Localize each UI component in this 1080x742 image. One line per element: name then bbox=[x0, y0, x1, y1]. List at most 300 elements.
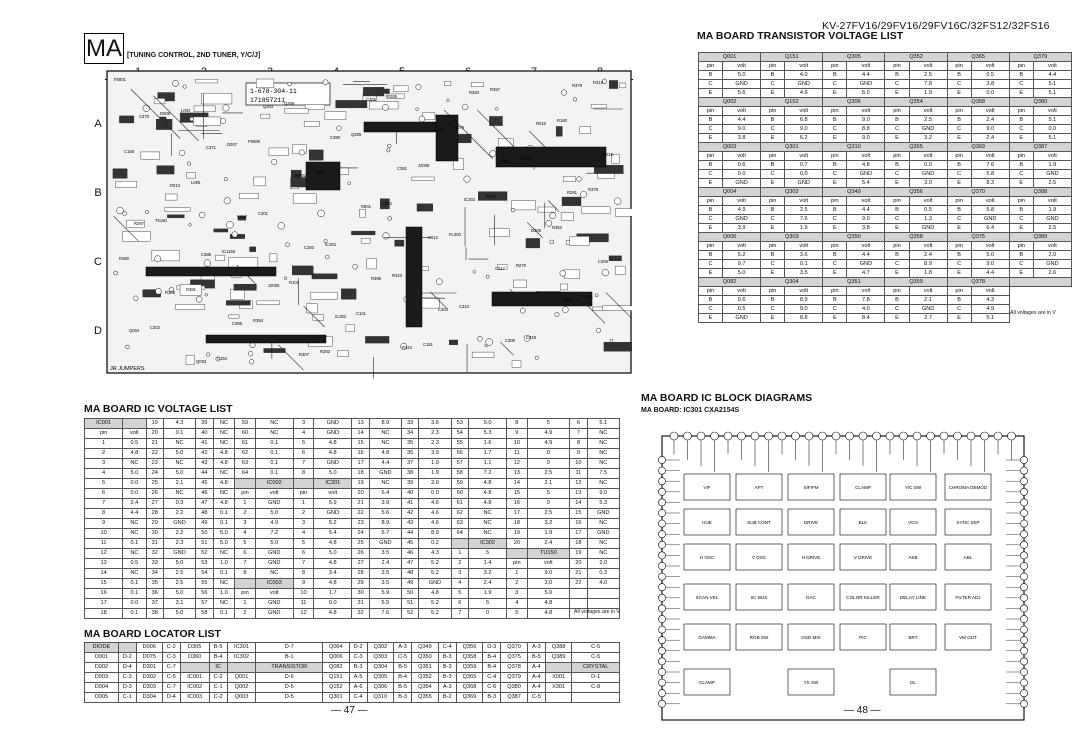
table-cell: C bbox=[823, 260, 847, 269]
col-volt: volt bbox=[785, 107, 823, 116]
table-cell: A-4 bbox=[527, 683, 545, 693]
table-cell: NC bbox=[213, 439, 235, 449]
table-cell: 47 bbox=[402, 559, 419, 569]
table-cell: B-5 bbox=[527, 653, 545, 663]
transistor-header-row bbox=[699, 188, 1072, 197]
table-cell: D003 bbox=[85, 673, 119, 683]
empty-cell bbox=[1009, 287, 1071, 296]
table-cell: GND bbox=[587, 509, 619, 519]
table-cell: 3 bbox=[235, 519, 255, 529]
table-cell: B bbox=[761, 161, 785, 170]
table-cell: D075 bbox=[136, 653, 162, 663]
table-cell: 9 bbox=[507, 429, 527, 439]
col-pin: pin bbox=[885, 197, 909, 206]
table-cell: 46 bbox=[402, 549, 419, 559]
table-cell: C bbox=[1009, 170, 1033, 179]
table-cell: D302 bbox=[136, 673, 162, 683]
table-cell: 5 bbox=[527, 489, 570, 499]
table-cell: 2.5 bbox=[527, 469, 570, 479]
table-cell: 9.0 bbox=[785, 125, 823, 134]
transistor-subheader-row bbox=[699, 242, 1072, 251]
table-cell: 13 bbox=[352, 419, 369, 429]
col-volt: volt bbox=[723, 107, 761, 116]
table-cell: 28 bbox=[352, 569, 369, 579]
table-cell: B bbox=[947, 251, 971, 260]
table-cell: 1.9 bbox=[1033, 161, 1071, 170]
table-cell: X001 bbox=[545, 673, 572, 683]
table-cell: Q002 bbox=[227, 683, 256, 693]
table-cell: GND bbox=[1033, 260, 1071, 269]
table-cell: 13 bbox=[85, 559, 123, 569]
col-pin: pin bbox=[947, 107, 971, 116]
grid-row-C: C bbox=[94, 256, 102, 268]
table-cell: 17 bbox=[570, 529, 587, 539]
table-cell: 7 bbox=[293, 559, 313, 569]
table-cell: C bbox=[947, 260, 971, 269]
transistor-name: Q359 bbox=[885, 278, 947, 287]
table-cell: Q306 bbox=[367, 683, 394, 693]
table-cell: E bbox=[1009, 89, 1033, 98]
table-cell: Q350 bbox=[412, 653, 439, 663]
table-row bbox=[699, 125, 1072, 134]
table-cell: 7.6 bbox=[369, 609, 401, 619]
table-cell: E bbox=[699, 314, 723, 323]
table-cell: 7.2 bbox=[255, 529, 293, 539]
table-cell: C-2 bbox=[209, 673, 227, 683]
table-cell: E bbox=[947, 134, 971, 143]
pcb-ref-label: IC1150 bbox=[222, 249, 236, 254]
table-cell: Q369 bbox=[456, 693, 483, 703]
table-cell: 9 bbox=[293, 579, 313, 589]
pcb-ic-package bbox=[364, 122, 444, 132]
pcb-ref-label: C154 bbox=[217, 356, 228, 361]
col-pin: pin bbox=[699, 197, 723, 206]
table-cell: D-7 bbox=[256, 643, 323, 653]
table-cell: 4.3 bbox=[419, 549, 451, 559]
table-cell: 29 bbox=[352, 579, 369, 589]
pcb-ref-label: R379 bbox=[521, 156, 532, 161]
col-pin: pin bbox=[947, 152, 971, 161]
table-cell: 0.0 bbox=[1033, 125, 1071, 134]
table-cell: C-7 bbox=[162, 683, 180, 693]
table-cell bbox=[587, 589, 619, 599]
pcb-ref-label: R801 bbox=[361, 204, 372, 209]
transistor-name: Q380 bbox=[1009, 98, 1071, 107]
pcb-ref-label: J2005 bbox=[268, 283, 280, 288]
table-cell: 4.8 bbox=[369, 449, 401, 459]
transistor-name: Q004 bbox=[699, 188, 761, 197]
col-pin: pin bbox=[1009, 242, 1033, 251]
table-cell: 5.8 bbox=[971, 170, 1009, 179]
table-cell: 19 bbox=[570, 549, 587, 559]
table-cell: 5.0 bbox=[314, 549, 352, 559]
table-cell: B bbox=[761, 206, 785, 215]
block-label: SCAN VEL bbox=[695, 595, 719, 600]
transistor-name: Q305 bbox=[823, 53, 885, 62]
table-cell: 2.5 bbox=[527, 509, 570, 519]
table-cell: A-4 bbox=[527, 673, 545, 683]
table-cell: 5.6 bbox=[723, 89, 761, 98]
table-cell: 8 bbox=[293, 569, 313, 579]
table-cell: B bbox=[699, 206, 723, 215]
table-cell: E bbox=[885, 134, 909, 143]
table-cell: 0 bbox=[527, 459, 570, 469]
table-cell: NC bbox=[213, 469, 235, 479]
table-cell: A-3 bbox=[527, 643, 545, 653]
col-volt: volt bbox=[971, 62, 1009, 71]
pcb-ic-package bbox=[492, 292, 592, 306]
table-cell: E bbox=[761, 179, 785, 188]
table-row bbox=[85, 549, 620, 559]
pcb-ref-label: C158 bbox=[124, 149, 135, 154]
col-volt: volt bbox=[723, 197, 761, 206]
table-cell: 15 bbox=[85, 579, 123, 589]
table-cell: Q387 bbox=[501, 693, 528, 703]
table-cell: E bbox=[947, 224, 971, 233]
table-cell: C bbox=[823, 215, 847, 224]
table-cell: 9.0 bbox=[723, 125, 761, 134]
table-cell: 6 bbox=[85, 489, 123, 499]
table-cell: 5.9 bbox=[369, 589, 401, 599]
table-cell: 5.0 bbox=[255, 539, 293, 549]
table-row bbox=[85, 509, 620, 519]
table-cell: 49 bbox=[402, 579, 419, 589]
table-cell: E bbox=[947, 269, 971, 278]
table-row bbox=[699, 206, 1072, 215]
table-cell bbox=[507, 549, 527, 559]
table-cell: 5.0 bbox=[971, 251, 1009, 260]
table-cell: X301 bbox=[545, 683, 572, 693]
pcb-ref-label: R204 bbox=[562, 297, 573, 302]
transistor-name: Q303 bbox=[761, 233, 823, 242]
table-cell: 2.5 bbox=[909, 116, 947, 125]
block-label: CHROMA DEMOD bbox=[948, 485, 988, 490]
table-row bbox=[699, 224, 1072, 233]
table-cell: 36 bbox=[402, 449, 419, 459]
block-label: PIC bbox=[859, 635, 867, 640]
table-row bbox=[85, 693, 620, 703]
table-cell: C bbox=[1009, 215, 1033, 224]
table-cell: 42 bbox=[196, 449, 213, 459]
table-cell: 17 bbox=[352, 459, 369, 469]
table-cell: 4.4 bbox=[847, 71, 885, 80]
col-volt: volt bbox=[909, 197, 947, 206]
table-cell: 7.2 bbox=[468, 469, 506, 479]
table-cell: 37 bbox=[146, 599, 163, 609]
transistor-name bbox=[1009, 278, 1071, 287]
table-cell: 0.6 bbox=[723, 296, 761, 305]
table-cell: 2.3 bbox=[419, 429, 451, 439]
table-cell: NC bbox=[587, 519, 619, 529]
col-pin: pin bbox=[1009, 152, 1033, 161]
table-cell: E bbox=[885, 269, 909, 278]
table-cell: B bbox=[823, 161, 847, 170]
table-cell: 3 bbox=[507, 589, 527, 599]
table-cell: 4.8 bbox=[527, 609, 570, 619]
table-cell: B bbox=[1009, 116, 1033, 125]
table-cell: 4.8 bbox=[314, 559, 352, 569]
table-cell: 49 bbox=[196, 519, 213, 529]
table-cell: 19 bbox=[352, 479, 369, 489]
table-cell: NC bbox=[123, 549, 146, 559]
table-cell: D305 bbox=[180, 643, 209, 653]
pcb-ic-package bbox=[206, 335, 326, 343]
table-cell: Q001 bbox=[227, 673, 256, 683]
pcb-ref-label: R307 bbox=[299, 352, 310, 357]
table-cell: 0.1 bbox=[213, 509, 235, 519]
pcb-ref-label: C319 bbox=[526, 335, 537, 340]
table-cell: TRANSISTOR bbox=[256, 663, 323, 673]
table-cell: 10 bbox=[570, 459, 587, 469]
table-cell: 13 bbox=[570, 489, 587, 499]
table-cell: 14 bbox=[570, 499, 587, 509]
block-label: CLAMP bbox=[855, 485, 871, 490]
table-cell: E bbox=[761, 89, 785, 98]
grid-row-B: B bbox=[94, 187, 102, 199]
table-row bbox=[85, 419, 620, 429]
table-cell: 5.0 bbox=[723, 71, 761, 80]
table-cell: D004 bbox=[85, 683, 119, 693]
table-cell: 6.4 bbox=[971, 224, 1009, 233]
table-row bbox=[699, 260, 1072, 269]
table-cell: 5 bbox=[451, 589, 468, 599]
table-cell: 2.4 bbox=[971, 134, 1009, 143]
table-cell: B bbox=[885, 71, 909, 80]
transistor-name: Q365 bbox=[947, 53, 1009, 62]
transistor-subheader-row bbox=[699, 287, 1072, 296]
table-cell: C-3 bbox=[349, 653, 367, 663]
pcb-ref-label: Q004 bbox=[129, 328, 140, 333]
table-cell: E bbox=[885, 224, 909, 233]
table-cell: C bbox=[885, 305, 909, 314]
table-cell: 7.5 bbox=[587, 469, 619, 479]
pcb-ref-label: J9002 bbox=[485, 194, 497, 199]
table-cell: 5 bbox=[507, 609, 527, 619]
table-row bbox=[699, 269, 1072, 278]
table-cell: B bbox=[761, 71, 785, 80]
table-cell: 5.0 bbox=[314, 469, 352, 479]
table-cell: 9.0 bbox=[527, 569, 570, 579]
table-cell: 14 bbox=[507, 479, 527, 489]
table-cell: GND bbox=[847, 260, 885, 269]
table-cell: Q003 bbox=[227, 693, 256, 703]
table-cell: 3.4 bbox=[314, 569, 352, 579]
table-cell: 5.3 bbox=[468, 429, 506, 439]
table-cell: 9.0 bbox=[785, 305, 823, 314]
table-cell: 12 bbox=[570, 479, 587, 489]
ic-voltage-table bbox=[84, 418, 620, 619]
table-cell: E bbox=[947, 314, 971, 323]
table-cell: NC bbox=[587, 449, 619, 459]
table-cell: B bbox=[885, 161, 909, 170]
table-cell: 4 bbox=[293, 429, 313, 439]
table-cell: Q388 bbox=[545, 643, 572, 653]
table-cell: 45 bbox=[196, 479, 213, 489]
transistor-subheader-row bbox=[699, 152, 1072, 161]
pcb-ref-label: C386 bbox=[232, 321, 243, 326]
table-cell: B bbox=[699, 296, 723, 305]
table-cell: 50 bbox=[196, 529, 213, 539]
table-row bbox=[85, 429, 620, 439]
col-volt: volt bbox=[1033, 152, 1071, 161]
table-cell: C bbox=[1009, 125, 1033, 134]
table-cell: 5.0 bbox=[723, 269, 761, 278]
table-cell: 5.2 bbox=[419, 609, 451, 619]
table-cell bbox=[235, 479, 255, 489]
pcb-ref-label: Q003 bbox=[196, 359, 207, 364]
transistor-header-row bbox=[699, 278, 1072, 287]
table-cell: 3.8 bbox=[723, 134, 761, 143]
table-cell: GND bbox=[785, 179, 823, 188]
col-volt: volt bbox=[847, 107, 885, 116]
table-cell: 28 bbox=[146, 509, 163, 519]
table-cell: GND bbox=[909, 224, 947, 233]
table-cell: B bbox=[885, 206, 909, 215]
table-row bbox=[85, 539, 620, 549]
table-cell: 4 bbox=[507, 599, 527, 609]
table-cell: 4.0 bbox=[785, 71, 823, 80]
table-cell: 2.4 bbox=[369, 559, 401, 569]
table-cell: 57 bbox=[451, 459, 468, 469]
table-cell: 4.0 bbox=[847, 305, 885, 314]
pcb-board-diagram bbox=[106, 67, 632, 379]
table-cell: Q359 bbox=[456, 663, 483, 673]
col-volt: volt bbox=[909, 107, 947, 116]
table-cell: 33 bbox=[402, 419, 419, 429]
table-cell: D360 bbox=[180, 653, 209, 663]
table-cell: 0.0 bbox=[314, 599, 352, 609]
table-cell: C bbox=[699, 125, 723, 134]
table-cell: NC bbox=[587, 539, 619, 549]
block-label: OSD MIX bbox=[801, 635, 821, 640]
table-cell: C-4 bbox=[438, 643, 456, 653]
table-cell: B bbox=[761, 251, 785, 260]
table-cell: B bbox=[1009, 161, 1033, 170]
table-cell: GND bbox=[785, 80, 823, 89]
table-cell: 4.6 bbox=[419, 499, 451, 509]
transistor-name: Q355 bbox=[885, 143, 947, 152]
table-cell: B bbox=[947, 161, 971, 170]
table-cell: 1 bbox=[451, 549, 468, 559]
table-cell: 4.8 bbox=[314, 579, 352, 589]
table-cell: 22 bbox=[570, 579, 587, 589]
col-pin: pin bbox=[823, 152, 847, 161]
pcb-ref-label: J2005 bbox=[418, 163, 430, 168]
table-cell: 4.3 bbox=[971, 296, 1009, 305]
table-cell: 9.0 bbox=[971, 125, 1009, 134]
table-cell: C-3 bbox=[162, 653, 180, 663]
table-cell: NC bbox=[213, 549, 235, 559]
table-cell: 2.1 bbox=[163, 479, 195, 489]
table-cell: 14 bbox=[352, 429, 369, 439]
transistor-name: Q002 bbox=[699, 98, 761, 107]
table-cell: D-6 bbox=[256, 673, 323, 683]
table-cell: D-3 bbox=[483, 643, 501, 653]
table-cell: 3 bbox=[293, 419, 313, 429]
table-cell: Q006 bbox=[323, 653, 350, 663]
table-cell: 0.1 bbox=[255, 459, 293, 469]
table-cell: 0.1 bbox=[123, 579, 146, 589]
table-cell: C bbox=[823, 305, 847, 314]
col-volt: volt bbox=[1033, 107, 1071, 116]
table-cell: C bbox=[885, 80, 909, 89]
table-cell: 3.2 bbox=[909, 134, 947, 143]
table-cell: B-5 bbox=[394, 683, 412, 693]
table-cell: 51 bbox=[196, 539, 213, 549]
table-cell: 2 bbox=[85, 449, 123, 459]
col-pin: pin bbox=[699, 287, 723, 296]
pcb-ref-label: C101 bbox=[356, 311, 367, 316]
table-cell: IC003 bbox=[255, 579, 293, 589]
table-cell: 3.2 bbox=[527, 519, 570, 529]
transistor-name: Q378 bbox=[947, 278, 1009, 287]
table-cell: 4.9 bbox=[527, 439, 570, 449]
table-cell: 2 bbox=[293, 509, 313, 519]
table-cell: E bbox=[1009, 134, 1033, 143]
table-cell: 1.0 bbox=[213, 559, 235, 569]
table-cell: GND bbox=[723, 314, 761, 323]
table-cell: 1.9 bbox=[1033, 206, 1071, 215]
table-cell: 17 bbox=[507, 509, 527, 519]
table-cell: NC bbox=[123, 459, 146, 469]
table-cell: IC001 bbox=[85, 419, 123, 429]
table-cell: B bbox=[761, 116, 785, 125]
table-cell: D-4 bbox=[162, 693, 180, 703]
table-cell: pin bbox=[293, 489, 313, 499]
table-cell: B-1 bbox=[256, 653, 323, 663]
table-cell: GND bbox=[723, 215, 761, 224]
table-cell: E bbox=[761, 314, 785, 323]
col-volt: volt bbox=[723, 152, 761, 161]
transistor-header-row bbox=[699, 233, 1072, 242]
table-cell: 0.6 bbox=[723, 161, 761, 170]
block-label: VIF bbox=[703, 485, 711, 490]
col-volt: volt bbox=[971, 152, 1009, 161]
table-cell: 4 bbox=[235, 529, 255, 539]
table-cell: 2.6 bbox=[1033, 269, 1071, 278]
table-cell: 30 bbox=[146, 529, 163, 539]
table-cell: 2 bbox=[507, 579, 527, 589]
table-row bbox=[85, 459, 620, 469]
table-cell: C-1 bbox=[209, 683, 227, 693]
table-cell: 0.5 bbox=[909, 206, 947, 215]
table-cell: volt bbox=[123, 429, 146, 439]
table-cell: A-5 bbox=[349, 673, 367, 683]
table-cell: Q378 bbox=[501, 663, 528, 673]
table-cell: 0 bbox=[468, 609, 506, 619]
transistor-name: Q370 bbox=[947, 188, 1009, 197]
table-cell: 54 bbox=[196, 569, 213, 579]
table-cell: GND bbox=[909, 305, 947, 314]
table-cell: B-4 bbox=[483, 663, 501, 673]
table-cell: NC bbox=[255, 429, 293, 439]
table-cell bbox=[293, 479, 313, 489]
col-pin: pin bbox=[699, 62, 723, 71]
table-cell: 11 bbox=[85, 539, 123, 549]
table-cell: C bbox=[947, 170, 971, 179]
table-cell: 3.9 bbox=[419, 449, 451, 459]
table-cell: 55 bbox=[196, 579, 213, 589]
table-cell: 64 bbox=[451, 529, 468, 539]
locator-table bbox=[84, 642, 620, 703]
table-cell: 0.0 bbox=[123, 479, 146, 489]
table-cell: 5.0 bbox=[527, 589, 570, 599]
table-cell: 8 bbox=[507, 419, 527, 429]
table-cell: 5.0 bbox=[163, 469, 195, 479]
block-diagram-subtitle: MA BOARD: IC301 CXA2154S bbox=[641, 407, 740, 414]
table-cell: C bbox=[885, 170, 909, 179]
table-cell: 1 bbox=[235, 599, 255, 609]
